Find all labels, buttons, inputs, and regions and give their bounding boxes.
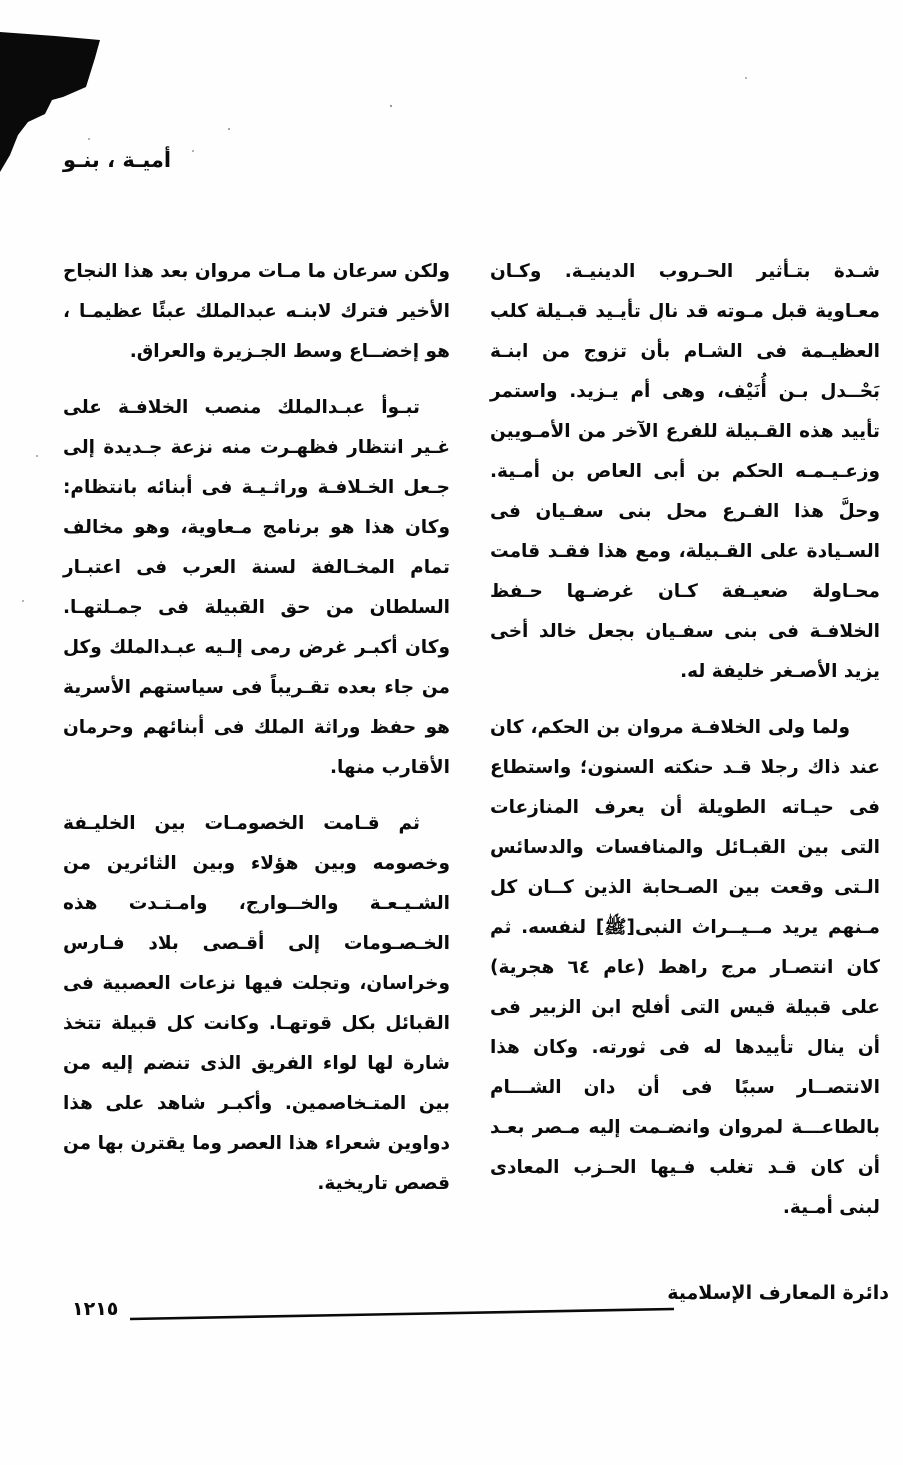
- footer-rule: [128, 1300, 676, 1326]
- scan-noise-dots: [390, 105, 392, 107]
- right-text-column: [490, 252, 880, 1244]
- left-text-column: [63, 252, 450, 1220]
- paragraph: ثم قـامت الخصومـات بين الخليـفة وخصومه وبين هؤلاء وبين الثائرين من الشـيـعـة والخــوارج، وامـتـدت هذه الخـصـومات إلى أقـصى بلاد فـارس وخراسان، وتجلت فيها نزعات العصبية فى القبائل بكل قوتهـا. وكانت كل قبيلة تتخذ شارة لها لواء الفريق الذى تنضم إليه من بين المتـخاصمين. وأكبـر شاهد على هذا دواوين شعراء هذا العصر وما يقترن بها من قصص تاريخية.: [63, 813, 450, 1194]
- paragraph: شـدة بتـأثير الحـروب الدينيـة. وكـان معـاوية قبل مـوته قد نال تأيـيد قبـيلة كلب العظيـمة فى الشـام بأن تزوج من ابنـة بَحْــدل بـن أُنَيْف، وهى أم يـزيد. واستمر تأييد هذه القـبيلة للفرع الآخر من الأمـويين وزعـيـمـه الحكم بن أبى العاص بن أمـية. وحلَّ هذا الفـرع محل بنى سفـيان فى السـيادة على القـبيلة، ومع هذا فقـد قامت محـاولة ضعيـفة كـان غرضـها حـفظ الخلافـة فى بنى سفـيان بجعل خالد أخى يزيد الأصـغر خليفة له.: [490, 261, 880, 682]
- paragraph: ولما ولى الخلافـة مروان بن الحكم، كان عند ذاك رجلا قـد حنكته السنون؛ واستطاع فى حيـاته الطويلة أن يعرف المنازعات التى بين القبـائل والمنافسات والدسائس الـتى وقعت بين الصـحابة الذين كــان كل مـنهم يريد مــيــراث النبى[ﷺ] لنفسه. ثم كان انتصـار مرج راهط (عام ٦٤ هجرية) على قبيلة قيس التى أفلح ابن الزبير فى أن ينال تأييدها له فى ثورته. وكان هذا الانتصــار سببًا فى أن دان الشـــام بالطاعـــة لمروان وانضـمت إليه مـصر بعـد أن كان قـد تغلب فـيها الحـزب المعادى لبنى أمـية.: [490, 717, 880, 1218]
- paragraph: ولكن سرعان ما مـات مروان بعد هذا النجاح الأخير فترك لابنـه عبدالملك عبئًا عظيمـا ، هو إخضــاع وسط الجـزيرة والعراق.: [63, 261, 450, 362]
- paragraph: تبـوأ عبـدالملك منصب الخلافـة على غـير انتظار فظهـرت منه نزعة جـديدة إلى جـعل الخـلافـة وراثـيـة فى أبنائه بانتظام: وكان هذا هو برنامج مـعاوية، وهو مخالف تمام المخـالفة لسنة العرب فى اعتبـار السلطان من حق القبيلة فى جمـلتهـا. وكان أكبـر غرض رمى إلـيه عبـدالملك وكل من جاء بعده تقـريباً فى سياستهم الأسرية هو حفظ وراثة الملك فى أبنائهم وحرمان الأقارب منها.: [63, 397, 450, 778]
- footer-page-number: ١٢١٥: [72, 1298, 119, 1320]
- footer-publication-title: دائرة المعارف الإسلامية: [667, 1282, 889, 1304]
- running-header-title: أميـة ، بنـو: [63, 148, 172, 172]
